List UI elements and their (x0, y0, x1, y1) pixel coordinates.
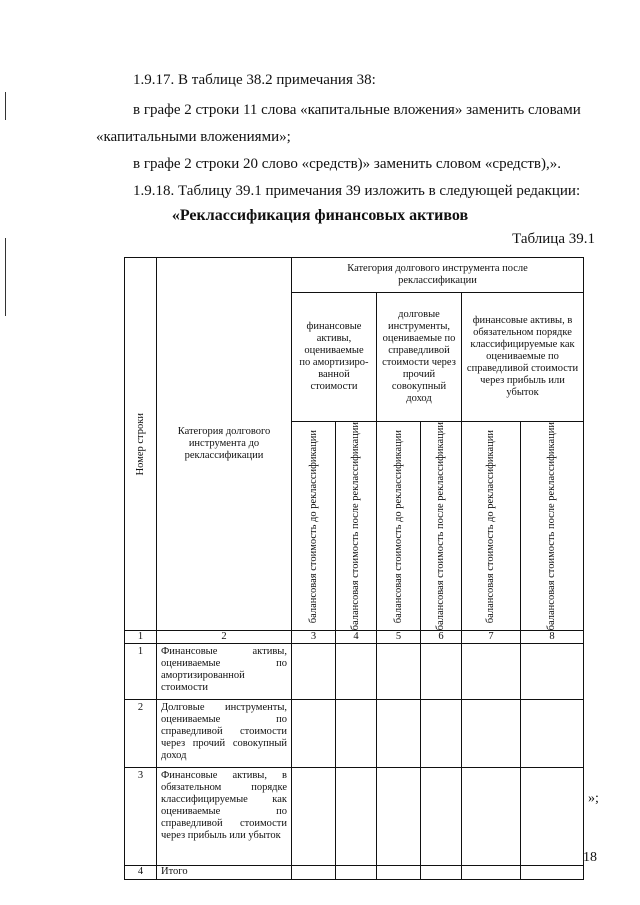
group-fvtpl: финансовые активы, в обязательном порядке классифицируемые как оцениваемые по справедливой стоимости через прибыль или убыток (462, 293, 584, 422)
reclassification-table (124, 257, 584, 880)
margin-line-bottom (5, 238, 6, 316)
column-number-row (125, 631, 584, 644)
column-number: 4 (336, 631, 377, 644)
row-number: 4 (125, 866, 157, 880)
table-cell (292, 700, 336, 768)
row-name: Финансовые активы, оцениваемые по амортизированной стоимости (157, 644, 292, 700)
paragraph-column2-row20: в графе 2 строки 20 слово «средств)» заменить словом «средств),». (133, 156, 561, 172)
column-number: 5 (377, 631, 421, 644)
column-number: 7 (462, 631, 521, 644)
table-cell (521, 768, 584, 866)
table-cell (462, 768, 521, 866)
table-cell (377, 700, 421, 768)
sub-after-6: балансовая стоимость после реклассификации (421, 422, 462, 631)
table-cell (336, 644, 377, 700)
sub-before-5: балансовая стоимость до реклассификации (377, 422, 421, 631)
row-name: Итого (157, 866, 292, 880)
sub-after-8: балансовая стоимость после реклассификации (521, 422, 584, 631)
table-cell (521, 644, 584, 700)
table-cell (521, 700, 584, 768)
margin-line-top (5, 92, 6, 120)
table-cell (336, 768, 377, 866)
table-cell (421, 866, 462, 880)
table-cell (462, 700, 521, 768)
row-number: 3 (125, 768, 157, 866)
table-cell (377, 866, 421, 880)
row-number: 1 (125, 644, 157, 700)
column-number: 2 (157, 631, 292, 644)
paragraph-1-9-17: 1.9.17. В таблице 38.2 примечания 38: (133, 72, 376, 88)
table-row (125, 700, 584, 768)
column-number: 1 (125, 631, 157, 644)
table-title: «Реклассификация финансовых активов (171, 207, 469, 224)
closing-quote: »; (588, 791, 599, 806)
table-row (125, 644, 584, 700)
sub-before-3: балансовая стоимость до реклассификации (292, 422, 336, 631)
category-before-header: Категория долгового инструмента до реклассификации (157, 258, 292, 631)
page-number: 18 (583, 850, 597, 865)
table-row (125, 768, 584, 866)
table-row-total (125, 866, 584, 880)
column-number: 3 (292, 631, 336, 644)
table-cell (421, 644, 462, 700)
paragraph-column2-row11: в графе 2 строки 11 слова «капитальные вложения» заменить словами (133, 102, 581, 118)
row-number-header: Номер строки (125, 258, 157, 631)
paragraph-continuation: «капитальными вложениями»; (96, 129, 291, 145)
table-cell (377, 768, 421, 866)
table-cell (292, 644, 336, 700)
group-amortized-cost: финансовые активы, оцениваемые по амортизиро-ванной стоимости (292, 293, 377, 422)
paragraph-1-9-18: 1.9.18. Таблицу 39.1 примечания 39 изложить в следующей редакции: (133, 183, 581, 199)
column-number: 6 (421, 631, 462, 644)
sub-after-4: балансовая стоимость после реклассификации (336, 422, 377, 631)
group-fvoci: долговые инструменты, оцениваемые по справедливой стоимости через прочий совокупный доход (377, 293, 462, 422)
category-after-header: Категория долгового инструмента после реклассификации (292, 258, 584, 293)
table-cell (336, 700, 377, 768)
table-cell (462, 866, 521, 880)
table-cell (336, 866, 377, 880)
table-cell (421, 768, 462, 866)
table-cell (292, 768, 336, 866)
table-cell (521, 866, 584, 880)
sub-before-7: балансовая стоимость до реклассификации (462, 422, 521, 631)
row-name: Долговые инструменты, оцениваемые по справедливой стоимости через прочий совокупный доход (157, 700, 292, 768)
column-number: 8 (521, 631, 584, 644)
row-name: Финансовые активы, в обязательном порядке классифицируемые как оцениваемые по справедливой стоимости через прибыль или убыток (157, 768, 292, 866)
table-cell (421, 700, 462, 768)
table-cell (377, 644, 421, 700)
table-cell (292, 866, 336, 880)
table-caption: Таблица 39.1 (512, 231, 595, 247)
row-number: 2 (125, 700, 157, 768)
table-cell (462, 644, 521, 700)
